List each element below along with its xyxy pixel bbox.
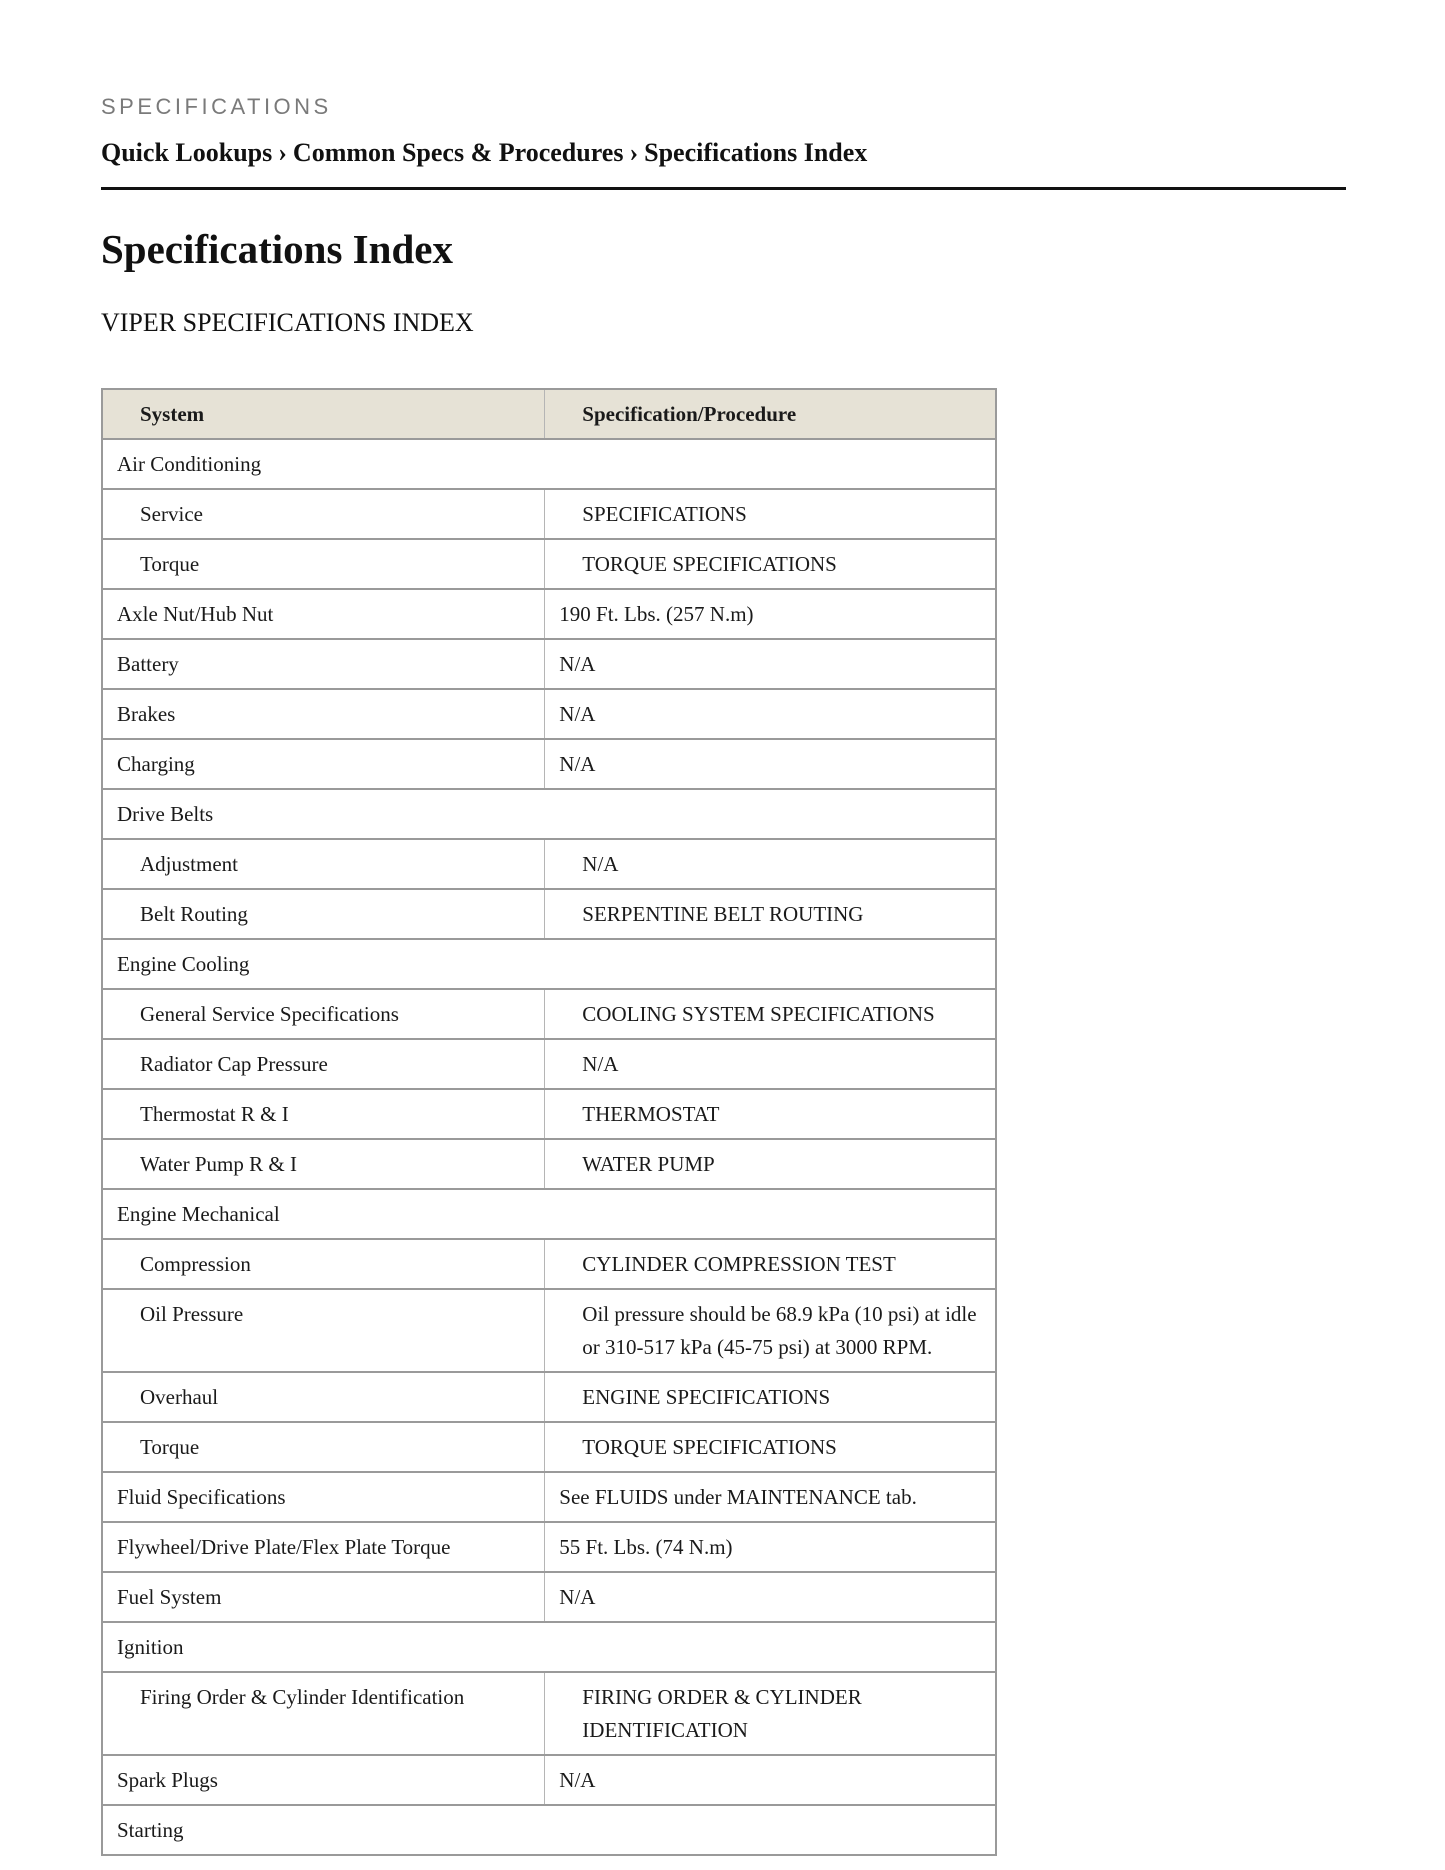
system-cell: Radiator Cap Pressure bbox=[102, 1039, 545, 1089]
system-cell: Overhaul bbox=[102, 1372, 545, 1422]
spec-cell: N/A bbox=[545, 1039, 996, 1089]
spec-cell: TORQUE SPECIFICATIONS bbox=[545, 539, 996, 589]
table-row bbox=[102, 1672, 996, 1755]
table-header-row bbox=[102, 389, 996, 439]
breadcrumb-item-quick-lookups[interactable]: Quick Lookups bbox=[101, 138, 273, 167]
specifications-table bbox=[101, 388, 997, 1856]
table-row bbox=[102, 639, 996, 689]
system-cell: Battery bbox=[102, 639, 545, 689]
system-cell: Spark Plugs bbox=[102, 1755, 545, 1805]
spec-cell: See FLUIDS under MAINTENANCE tab. bbox=[545, 1472, 996, 1522]
spec-cell: SERPENTINE BELT ROUTING bbox=[545, 889, 996, 939]
spec-cell: TORQUE SPECIFICATIONS bbox=[545, 1422, 996, 1472]
table-row bbox=[102, 1239, 996, 1289]
system-cell: Fuel System bbox=[102, 1572, 545, 1622]
system-cell: Water Pump R & I bbox=[102, 1139, 545, 1189]
table-row bbox=[102, 889, 996, 939]
table-row bbox=[102, 689, 996, 739]
system-cell: Service bbox=[102, 489, 545, 539]
table-row bbox=[102, 1039, 996, 1089]
table-group-row bbox=[102, 1189, 996, 1239]
table-row bbox=[102, 739, 996, 789]
group-heading-cell: Ignition bbox=[102, 1622, 996, 1672]
system-cell: Compression bbox=[102, 1239, 545, 1289]
spec-cell: WATER PUMP bbox=[545, 1139, 996, 1189]
table-row bbox=[102, 1472, 996, 1522]
page-title: Specifications Index bbox=[101, 226, 453, 272]
system-cell: Fluid Specifications bbox=[102, 1472, 545, 1522]
spec-cell: N/A bbox=[545, 1572, 996, 1622]
group-heading-cell: Engine Cooling bbox=[102, 939, 996, 989]
spec-cell: FIRING ORDER & CYLINDER IDENTIFICATION bbox=[545, 1672, 996, 1755]
column-header-spec: Specification/Procedure bbox=[545, 389, 996, 439]
table-row bbox=[102, 1089, 996, 1139]
table-row bbox=[102, 1522, 996, 1572]
table-row bbox=[102, 1139, 996, 1189]
table-row bbox=[102, 1422, 996, 1472]
group-heading-cell: Air Conditioning bbox=[102, 439, 996, 489]
spec-cell: N/A bbox=[545, 689, 996, 739]
header-divider bbox=[101, 187, 1346, 190]
spec-cell: 190 Ft. Lbs. (257 N.m) bbox=[545, 589, 996, 639]
spec-cell: Oil pressure should be 68.9 kPa (10 psi) at idle or 310-517 kPa (45-75 psi) at 3000 RPM. bbox=[545, 1289, 996, 1372]
system-cell: Brakes bbox=[102, 689, 545, 739]
group-heading-cell: Drive Belts bbox=[102, 789, 996, 839]
system-cell: Belt Routing bbox=[102, 889, 545, 939]
table-row bbox=[102, 539, 996, 589]
table-group-row bbox=[102, 939, 996, 989]
table-row bbox=[102, 589, 996, 639]
spec-cell: COOLING SYSTEM SPECIFICATIONS bbox=[545, 989, 996, 1039]
table-group-row bbox=[102, 1622, 996, 1672]
spec-cell: SPECIFICATIONS bbox=[545, 489, 996, 539]
table-row bbox=[102, 1289, 996, 1372]
spec-cell: N/A bbox=[545, 739, 996, 789]
system-cell: Adjustment bbox=[102, 839, 545, 889]
breadcrumb-item-current: Specifications Index bbox=[644, 138, 868, 167]
table-group-row bbox=[102, 1805, 996, 1855]
system-cell: Oil Pressure bbox=[102, 1289, 545, 1372]
system-cell: Torque bbox=[102, 539, 545, 589]
group-heading-cell: Starting bbox=[102, 1805, 996, 1855]
spec-cell: CYLINDER COMPRESSION TEST bbox=[545, 1239, 996, 1289]
group-heading-cell: Engine Mechanical bbox=[102, 1189, 996, 1239]
spec-cell: N/A bbox=[545, 639, 996, 689]
breadcrumb bbox=[101, 138, 867, 168]
table-row bbox=[102, 1572, 996, 1622]
table-row bbox=[102, 989, 996, 1039]
column-header-system: System bbox=[102, 389, 545, 439]
spec-cell: N/A bbox=[545, 1755, 996, 1805]
section-label: SPECIFICATIONS bbox=[101, 94, 332, 119]
table-row bbox=[102, 489, 996, 539]
page-subtitle: VIPER SPECIFICATIONS INDEX bbox=[101, 308, 474, 337]
system-cell: Flywheel/Drive Plate/Flex Plate Torque bbox=[102, 1522, 545, 1572]
system-cell: Charging bbox=[102, 739, 545, 789]
breadcrumb-item-common-specs[interactable]: Common Specs & Procedures bbox=[292, 138, 624, 167]
spec-cell: 55 Ft. Lbs. (74 N.m) bbox=[545, 1522, 996, 1572]
system-cell: General Service Specifications bbox=[102, 989, 545, 1039]
system-cell: Torque bbox=[102, 1422, 545, 1472]
system-cell: Firing Order & Cylinder Identification bbox=[102, 1672, 545, 1755]
table-group-row bbox=[102, 439, 996, 489]
table-row bbox=[102, 839, 996, 889]
spec-cell: ENGINE SPECIFICATIONS bbox=[545, 1372, 996, 1422]
table-body bbox=[102, 439, 996, 1855]
table-row bbox=[102, 1372, 996, 1422]
system-cell: Thermostat R & I bbox=[102, 1089, 545, 1139]
spec-cell: N/A bbox=[545, 839, 996, 889]
breadcrumb-separator: › bbox=[629, 138, 639, 167]
table-group-row bbox=[102, 789, 996, 839]
spec-cell: THERMOSTAT bbox=[545, 1089, 996, 1139]
breadcrumb-separator: › bbox=[278, 138, 287, 167]
system-cell: Axle Nut/Hub Nut bbox=[102, 589, 545, 639]
table-row bbox=[102, 1755, 996, 1805]
